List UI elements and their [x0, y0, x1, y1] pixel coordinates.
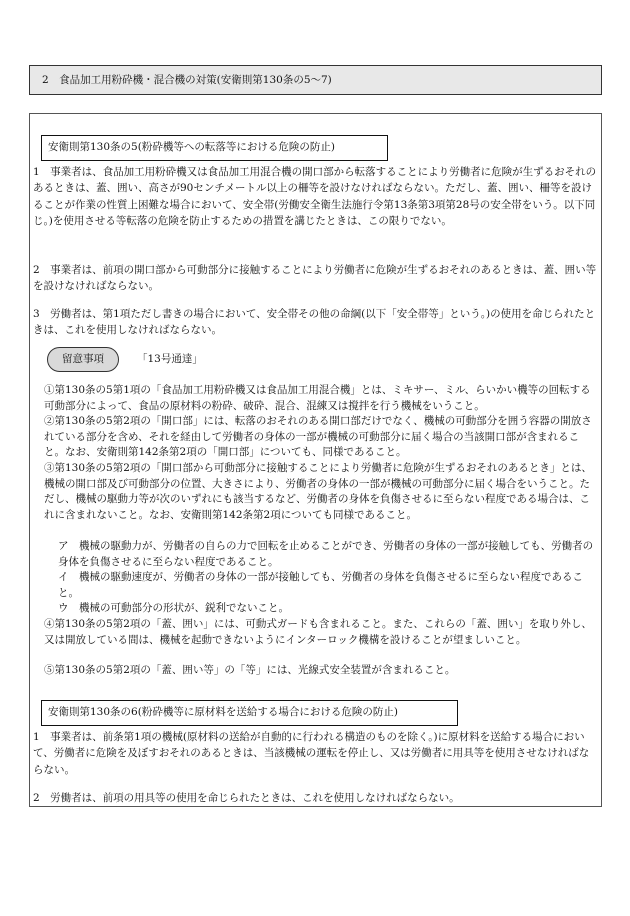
notice-item-3: ③第130条の5第2項の「開口部から可動部分に接触することにより労働者に危険が生ずるおそれのあるとき」とは、機械の開口部及び可動部分の位置、大きさにより、労働者の身体の一部が機械の可動部分に届く場合をいうこと。ただし、機械の駆動力等が次のいずれにも該当するなど、労働者の身体を負傷させるに至らない程度である場合は、これに含まれないこと。なお、安衛則第142条第2項についても同様であること。	[44, 462, 592, 521]
notice-item-1: ①第130条の5第1項の「食品加工用粉砕機又は食品加工用混合機」とは、ミキサー、ミル、らいかい機等の回転する可動部分によって、食品の原材料の粉砕、破砕、混合、混練又は撹拌を行う機械をいうこと。	[44, 384, 591, 412]
notice-subitem-i: イ 機械の駆動速度が、労働者の身体の一部が接触しても、労働者の身体を負傷させるに至らない程度であること。	[58, 571, 583, 599]
section1-paragraph-3: 3 労働者は、第1項ただし書きの場合において、安全帯その他の命綱(以下「安全帯等」という。)の使用を命じられたときは、これを使用しなければならない。	[33, 308, 596, 337]
notice-reference: 「13号通達」	[137, 353, 203, 365]
notice-subitem-a: ア 機械の駆動力が、労働者の自らの力で回転を止めることができ、労働者の身体の一部が接触しても、労働者の身体を負傷させるに至らない程度であること。	[58, 540, 594, 568]
section-title-130-6: 安衛則第130条の6(粉砕機等に原材料を送給する場合における危険の防止)	[41, 700, 458, 726]
notice-subitem-u: ウ 機械の可動部分の形状が、鋭利でないこと。	[58, 602, 289, 614]
notice-item-2: ②第130条の5第2項の「開口部」には、転落のおそれのある開口部だけでなく、機械の可動部分を囲う容器の開放されている部分を含め、それを経由して労働者の身体の一部が機械の可動部分に届く場合の当該開口部が含まれること。なお、安衛則第142条第2項の「開口部」についても、同様であること。	[44, 415, 592, 459]
section2-paragraph-1: 1 事業者は、前条第1項の機械(原材料の送給が自動的に行われる構造のものを除く。)に原材料を送給する場合において、労働者に危険を及ぼすおそれのあるときは、当該機械の運転を停止し、又は労働者に用具等を使用させなければならない。	[33, 731, 590, 776]
section-title-130-5: 安衛則第130条の5(粉砕機等への転落等における危険の防止)	[41, 135, 388, 161]
notice-item-5: ⑤第130条の5第2項の「蓋、囲い等」の「等」には、光線式安全装置が含まれること。	[44, 664, 456, 676]
section1-paragraph-1: 1 事業者は、食品加工用粉砕機又は食品加工用混合機の開口部から転落することにより労働者に危険が生ずるおそれのあるときは、蓋、囲い、高さが90センチメートル以上の柵等を設けなければならない。ただし、蓋、囲い、柵等を設けることが作業の性質上困難な場合において、安全帯(労働安全衛生法施行令第13条第3項第28号の安全帯をいう。以下同じ。)を使用させる等転落の危険を防止するための措置を講じたときは、この限りでない。	[33, 166, 597, 228]
chapter-heading: 2 食品加工用粉砕機・混合機の対策(安衛則第130条の5〜7)	[29, 65, 602, 95]
notice-item-4: ④第130条の5第2項の「蓋、囲い」には、可動式ガードも含まれること。また、これらの「蓋、囲い」を取り外し、又は開放している間は、機械を起動できないようにインターロック機構を設けることが望ましいこと。	[44, 618, 592, 646]
section1-paragraph-2: 2 事業者は、前項の開口部から可動部分に接触することにより労働者に危険が生ずるおそれのあるときは、蓋、囲い等を設けなければならない。	[33, 264, 597, 293]
notice-label: 留意事項	[47, 347, 119, 372]
section2-paragraph-2: 2 労働者は、前項の用具等の使用を命じられたときは、これを使用しなければならない。	[33, 792, 460, 804]
